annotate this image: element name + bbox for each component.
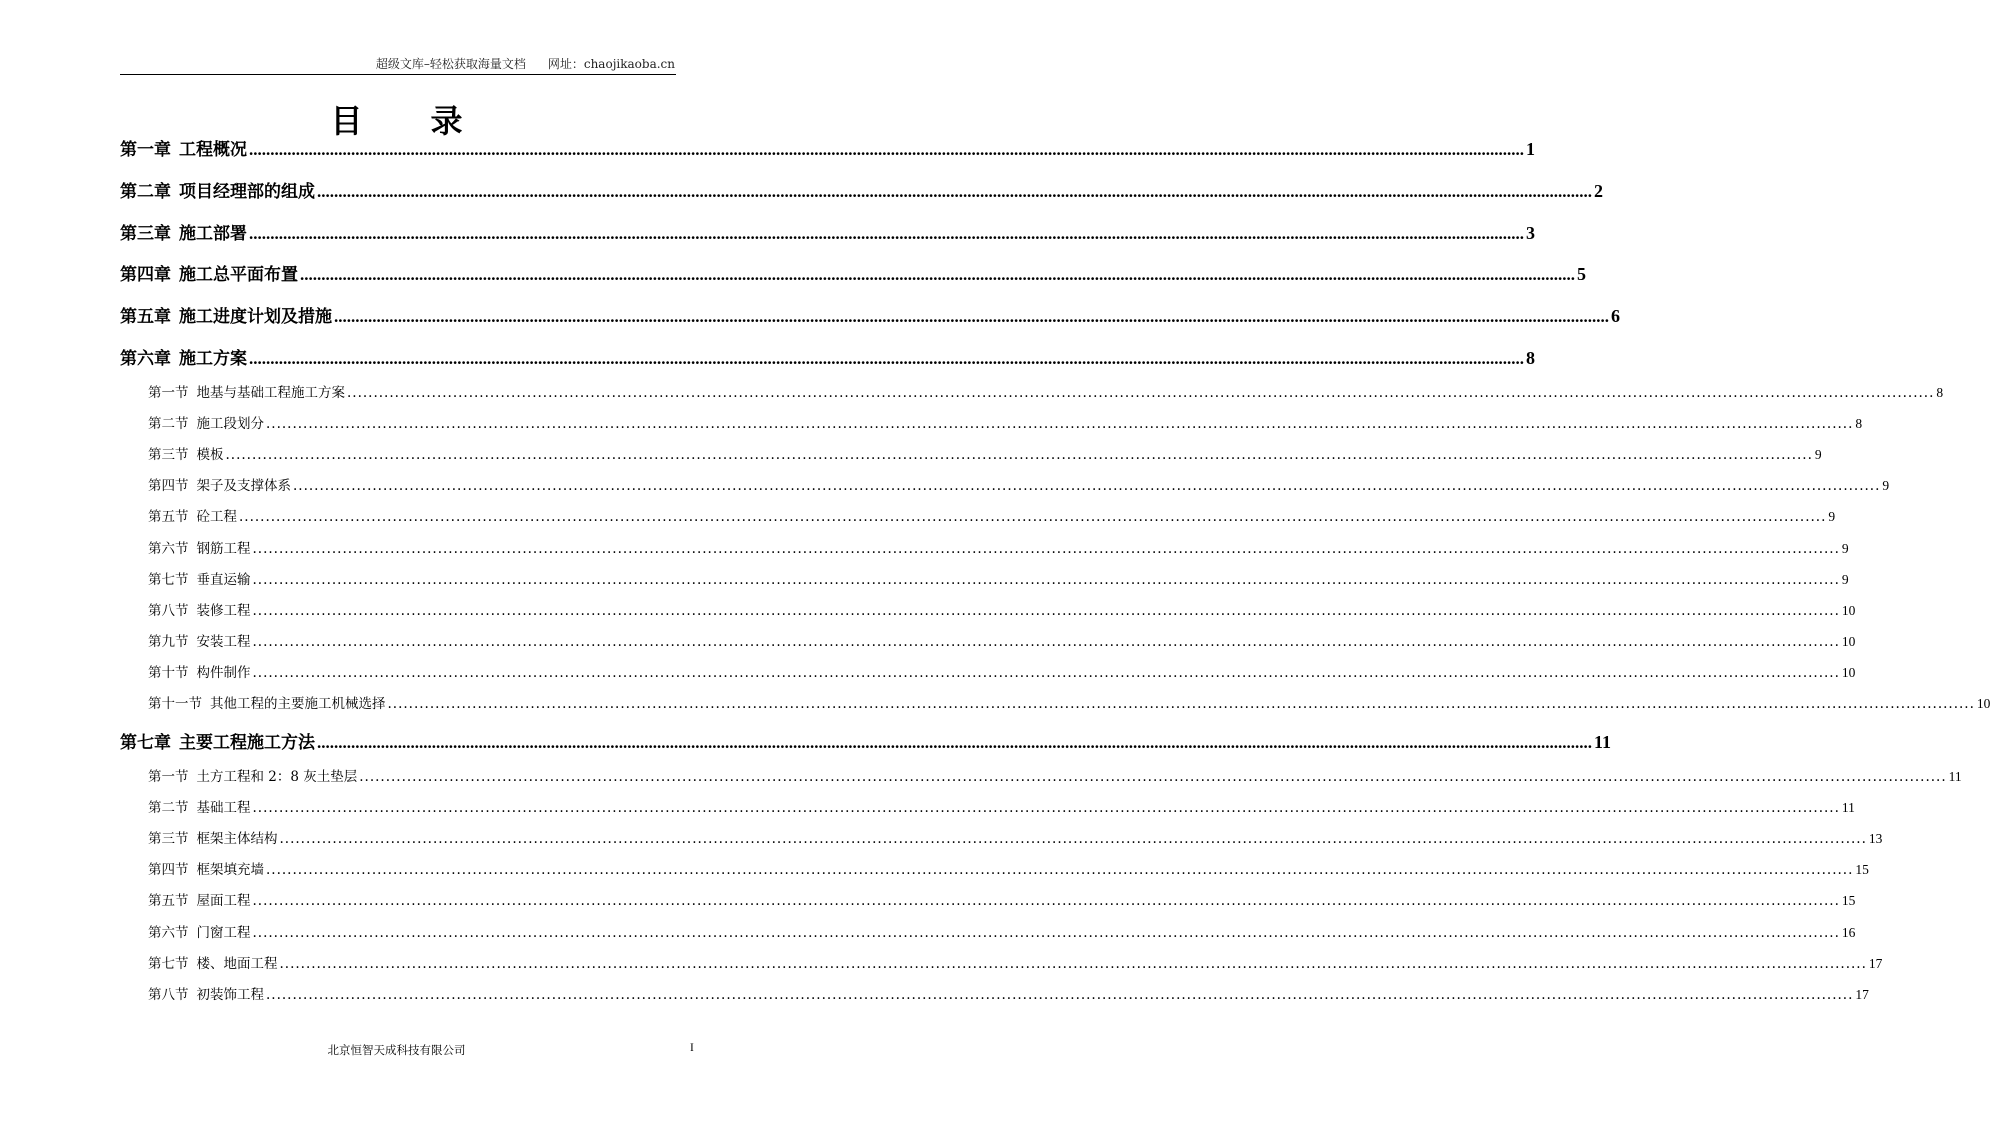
toc-entry-title: 构件制作 xyxy=(196,664,251,681)
header-site-url: 网址：chaojikaoba.cn xyxy=(547,57,675,71)
toc-entry-page: 8 xyxy=(1936,385,1944,400)
toc-chapter-entry[interactable] xyxy=(120,135,1535,160)
toc-dot-leader: ............................................................................................................................................................................................................................................................................................................ xyxy=(252,540,1840,557)
toc-chapter-entry[interactable] xyxy=(120,728,1612,753)
toc-dot-leader: ............................................................................................................................................................................................................................................................................................................ xyxy=(239,509,1827,526)
toc-entry-page: 8 xyxy=(1526,348,1535,368)
toc-section-entry[interactable] xyxy=(148,599,1856,619)
toc-entry-title: 架子及支撑体系 xyxy=(196,478,291,495)
toc-entry-page: 9 xyxy=(1814,447,1822,463)
toc-section-entry[interactable] xyxy=(148,921,1856,941)
toc-section-entry[interactable] xyxy=(148,983,1869,1003)
toc-dot-leader: ............................................................................................................................................................................................................................................................................................................ xyxy=(249,349,1524,368)
toc-entry-number: 第三节 xyxy=(148,447,189,464)
toc-entry-title: 其他工程的主要施工机械选择 xyxy=(210,696,386,712)
toc-dot-leader: ............................................................................................................................................................................................................................................................................................................ xyxy=(252,893,1840,910)
toc-dot-leader: ............................................................................................................................................................................................................................................................................................................ xyxy=(279,831,1867,848)
toc-section-entry[interactable] xyxy=(148,537,1849,557)
toc-dot-leader: ............................................................................................................................................................................................................................................................................................................ xyxy=(252,924,1840,941)
toc-entry-page: 16 xyxy=(1841,924,1856,940)
toc-dot-leader: ............................................................................................................................................................................................................................................................................................................ xyxy=(252,571,1840,588)
toc-section-entry[interactable] xyxy=(148,692,1990,712)
toc-entry-page: 17 xyxy=(1868,955,1883,971)
toc-chapter-entry[interactable] xyxy=(120,302,1620,328)
toc-dot-leader: ............................................................................................................................................................................................................................................................................................................ xyxy=(252,633,1840,650)
toc-entry-page: 9 xyxy=(1882,478,1890,494)
toc-entry-page: 15 xyxy=(1841,893,1856,909)
toc-section-entry[interactable] xyxy=(148,443,1822,464)
toc-section-entry[interactable] xyxy=(148,765,1962,785)
toc-section-entry[interactable] xyxy=(148,630,1856,650)
page-header xyxy=(120,55,675,72)
toc-entry-title: 屋面工程 xyxy=(196,893,251,910)
toc-entry-title: 门窗工程 xyxy=(196,924,251,941)
toc-entry-number: 第一节 xyxy=(148,769,189,785)
title-char: 目 xyxy=(330,102,363,140)
toc-entry-title: 工程概况 xyxy=(179,140,247,160)
toc-entry-page: 2 xyxy=(1594,180,1603,201)
toc-entry-page: 10 xyxy=(1976,696,1990,711)
toc-entry-number: 第八节 xyxy=(148,986,189,1003)
toc-entry-number: 第四节 xyxy=(148,478,189,495)
toc-entry-number: 第二节 xyxy=(148,800,189,817)
toc-entry-title: 初装饰工程 xyxy=(196,986,264,1003)
toc-entry-number: 第八节 xyxy=(148,602,189,619)
toc-dot-leader: ............................................................................................................................................................................................................................................................................................................ xyxy=(300,265,1575,285)
toc-entry-page: 3 xyxy=(1526,222,1535,243)
toc-entry-page: 11 xyxy=(1841,800,1855,816)
toc-entry-number: 第九节 xyxy=(148,633,189,650)
toc-chapter-entry[interactable] xyxy=(120,260,1586,286)
toc-entry-title: 基础工程 xyxy=(196,800,251,817)
toc-section-entry[interactable] xyxy=(148,412,1863,433)
toc-entry-page: 10 xyxy=(1841,633,1856,649)
toc-entry-title: 模板 xyxy=(196,447,224,464)
toc-entry-title: 钢筋工程 xyxy=(196,540,251,557)
toc-chapter-entry[interactable] xyxy=(120,219,1535,244)
toc-dot-leader: ............................................................................................................................................................................................................................................................................................................ xyxy=(249,223,1524,243)
toc-chapter-entry[interactable] xyxy=(120,344,1535,369)
toc-entry-number: 第三章 xyxy=(120,223,171,244)
toc-entry-title: 土方工程和 2：8 灰土垫层 xyxy=(196,769,358,785)
toc-dot-leader: ............................................................................................................................................................................................................................................................................................................ xyxy=(225,447,1813,464)
toc-entry-number: 第十一节 xyxy=(148,696,202,712)
toc-section-entry[interactable] xyxy=(148,889,1856,910)
toc-entry-number: 第一节 xyxy=(148,385,189,401)
toc-dot-leader: ............................................................................................................................................................................................................................................................................................................ xyxy=(317,181,1592,201)
toc-entry-number: 第七章 xyxy=(120,733,171,753)
toc-entry-number: 第七节 xyxy=(148,955,189,972)
toc-entry-page: 11 xyxy=(1948,769,1962,784)
toc-entry-number: 第四节 xyxy=(148,862,189,879)
toc-entry-page: 13 xyxy=(1868,831,1883,847)
toc-entry-page: 11 xyxy=(1594,732,1612,752)
toc-dot-leader: ............................................................................................................................................................................................................................................................................................................ xyxy=(359,769,1947,785)
toc-entry-number: 第五节 xyxy=(148,509,189,526)
toc-section-entry[interactable] xyxy=(148,796,1855,817)
toc-entry-title: 施工方案 xyxy=(179,349,247,369)
toc-entry-page: 10 xyxy=(1841,664,1856,680)
toc-entry-title: 施工部署 xyxy=(179,223,247,244)
toc-entry-title: 楼、地面工程 xyxy=(196,955,278,972)
toc-dot-leader: ............................................................................................................................................................................................................................................................................................................ xyxy=(252,602,1840,619)
toc-entry-title: 地基与基础工程施工方案 xyxy=(196,385,345,401)
toc-entry-number: 第六节 xyxy=(148,924,189,941)
toc-dot-leader: ............................................................................................................................................................................................................................................................................................................ xyxy=(252,664,1840,681)
toc-entry-title: 主要工程施工方法 xyxy=(179,733,315,753)
toc-entry-page: 9 xyxy=(1841,540,1849,556)
toc-entry-title: 施工进度计划及措施 xyxy=(179,307,332,328)
title-char: 录 xyxy=(430,102,463,140)
toc-entry-number: 第五节 xyxy=(148,893,189,910)
toc-entry-page: 15 xyxy=(1855,862,1869,878)
toc-dot-leader: ............................................................................................................................................................................................................................................................................................................ xyxy=(249,140,1524,159)
toc-entry-page: 9 xyxy=(1841,571,1849,587)
toc-dot-leader: ............................................................................................................................................................................................................................................................................................................ xyxy=(317,733,1592,752)
toc-section-entry[interactable] xyxy=(148,568,1849,588)
toc-section-entry[interactable] xyxy=(148,827,1883,848)
toc-dot-leader: ............................................................................................................................................................................................................................................................................................................ xyxy=(293,478,1881,495)
toc-entry-page: 10 xyxy=(1841,602,1856,618)
toc-entry-number: 第三节 xyxy=(148,831,189,848)
toc-entry-title: 施工段划分 xyxy=(196,416,264,433)
toc-entry-page: 1 xyxy=(1526,139,1535,159)
footer-page-number: I xyxy=(690,1042,694,1054)
toc-entry-number: 第六节 xyxy=(148,540,189,557)
toc-entry-title: 框架主体结构 xyxy=(196,831,278,848)
toc-section-entry[interactable] xyxy=(148,858,1869,879)
toc-section-entry[interactable] xyxy=(148,505,1836,526)
toc-entry-title: 安装工程 xyxy=(196,633,251,650)
toc-entry-page: 8 xyxy=(1855,416,1863,432)
toc-entry-number: 第四章 xyxy=(120,265,171,286)
toc-entry-title: 项目经理部的组成 xyxy=(179,181,315,202)
toc-entry-title: 垂直运输 xyxy=(196,571,251,588)
toc-entry-number: 第二章 xyxy=(120,181,171,202)
toc-dot-leader: ............................................................................................................................................................................................................................................................................................................ xyxy=(387,696,1975,712)
header-rule xyxy=(120,74,676,75)
toc-entry-number: 第二节 xyxy=(148,416,189,433)
toc-dot-leader: ............................................................................................................................................................................................................................................................................................................ xyxy=(266,416,1854,433)
toc-entry-page: 5 xyxy=(1577,264,1586,285)
toc-dot-leader: ............................................................................................................................................................................................................................................................................................................ xyxy=(279,955,1867,972)
footer-company: 北京恒智天成科技有限公司 xyxy=(327,1043,466,1057)
toc-entry-title: 施工总平面布置 xyxy=(179,265,298,286)
toc-entry-title: 框架填充墙 xyxy=(196,862,264,879)
toc-dot-leader: ............................................................................................................................................................................................................................................................................................................ xyxy=(266,986,1854,1003)
toc-entry-page: 9 xyxy=(1828,509,1836,525)
toc-dot-leader: ............................................................................................................................................................................................................................................................................................................ xyxy=(334,307,1609,327)
toc-section-entry[interactable] xyxy=(148,952,1883,972)
toc-dot-leader: ............................................................................................................................................................................................................................................................................................................ xyxy=(252,800,1840,817)
toc-entry-page: 17 xyxy=(1855,986,1869,1002)
toc-entry-number: 第五章 xyxy=(120,307,171,328)
toc-entry-title: 砼工程 xyxy=(196,509,237,526)
toc-entry-title: 装修工程 xyxy=(196,602,251,619)
header-site-slogan: 超级文库–轻松获取海量文档 xyxy=(375,57,526,71)
toc-section-entry[interactable] xyxy=(148,661,1856,681)
toc-section-entry[interactable] xyxy=(148,474,1890,495)
toc-entry-number: 第十节 xyxy=(148,664,189,681)
toc-chapter-entry[interactable] xyxy=(120,177,1603,202)
toc-entry-number: 第一章 xyxy=(120,140,171,160)
toc-entry-number: 第七节 xyxy=(148,571,189,588)
toc-dot-leader: ............................................................................................................................................................................................................................................................................................................ xyxy=(347,385,1935,401)
toc-entry-number: 第六章 xyxy=(120,349,171,369)
toc-entry-page: 6 xyxy=(1611,306,1620,327)
toc-section-entry[interactable] xyxy=(148,381,1944,401)
toc-dot-leader: ............................................................................................................................................................................................................................................................................................................ xyxy=(266,862,1854,879)
